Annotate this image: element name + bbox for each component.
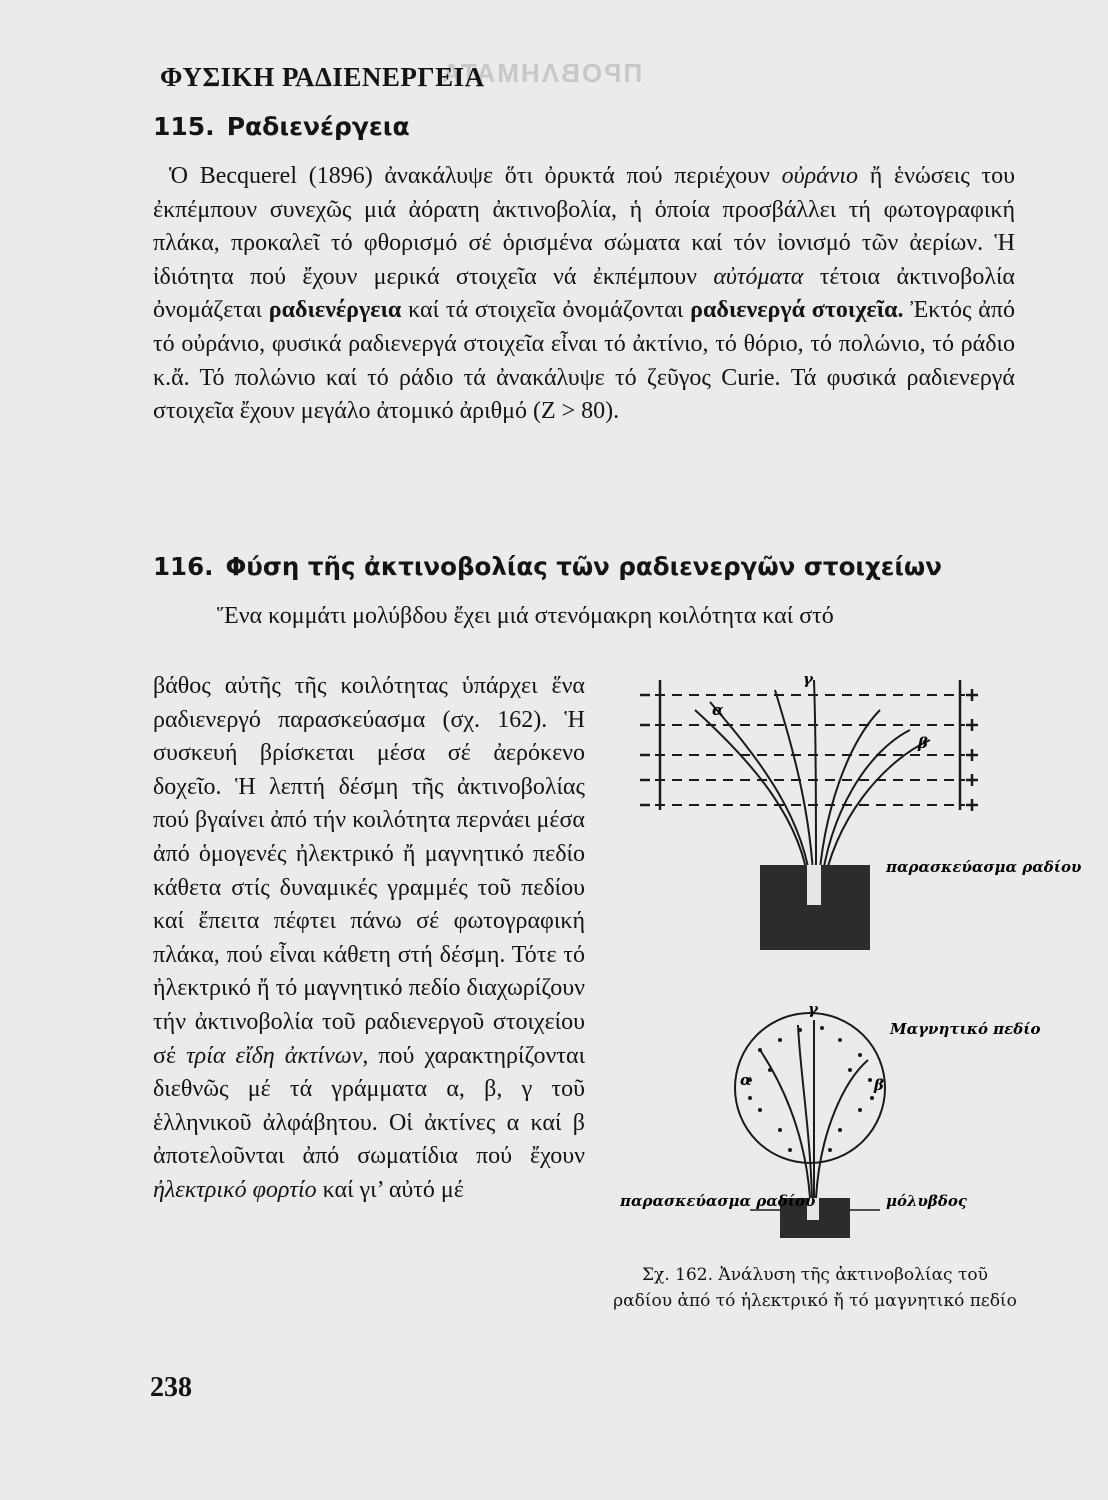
text-run: καί τά στοιχεῖα ὀνομάζονται <box>401 297 691 324</box>
section-115-heading <box>153 112 410 141</box>
paragraph-radiation-nature <box>153 670 585 1208</box>
section-number: 115. <box>153 112 215 141</box>
alpha-label-2: α <box>740 1071 752 1089</box>
magnetic-field-label: Μαγνητικό πεδίο <box>890 1020 1041 1038</box>
electric-field-plates <box>660 680 960 810</box>
source-label: παρασκεύασμα ραδίου <box>886 858 1082 876</box>
chapter-title: ΦΥΣΙΚΗ ΡΑΔΙΕΝΕΡΓΕΙΑ <box>160 62 485 92</box>
minus-signs <box>640 695 650 805</box>
italic-term: αὐτόματα <box>713 263 804 290</box>
text-run: τέτοια ἀκτινοβολία ὀνομάζεται <box>153 263 1015 324</box>
figure-caption: Σχ. 162. Ἀνάλυση τῆς ἀκτινοβολίας τοῦ ραδίου ἀπό τό ἠλεκτρικό ἤ τό μαγνητικό πεδίο <box>613 1265 1017 1311</box>
text-run: Ὁ Becquerel (1896) ἀνακάλυψε ὅτι ὀρυκτά πού περιέχουν <box>169 163 782 189</box>
alpha-label: α <box>712 701 724 719</box>
italic-term: οὐράνιο <box>781 163 859 189</box>
italic-term: τρία εἴδη ἀκτίνων <box>186 1042 363 1069</box>
plus-signs <box>966 689 978 811</box>
bold-term: ραδιενέργεια <box>268 297 402 324</box>
text-run: καί γι’ αὐτό μέ <box>316 1176 464 1203</box>
gamma-label: γ <box>803 670 813 688</box>
text-run: βάθος αὐτῆς τῆς κοιλότητας ὑπάρχει ἕνα ραδιενεργό παρασκεύασμα (σχ. 162). Ἡ συσκευή βρίσκεται μέσα σέ ἀερόκενο δοχεῖο. Ἡ λεπτή δέσμη τῆς ἀκτινοβολίας πού βγαίνει ἀπό τήν κοιλότητα περνάει μέσα ἀπό ὁμογενές ἠλεκτρικό ἤ μαγνητικό πεδίο κάθετα στίς δυναμικές γραμμές τοῦ πεδίου καί ἔπειτα πέφτει πάνω σέ φωτογραφική πλάκα, πού εἶναι κάθετη στή δέσμη. Τότε τό ἠλεκτρικό ἤ τό μαγνητικό πεδίο διαχωρίζουν τήν ἀκτινοβολία τοῦ ραδιενεργοῦ στοιχείου σέ <box>153 673 585 1069</box>
section-title: Φύση τῆς ἀκτινοβολίας τῶν ραδιενεργῶν στοιχείων <box>225 552 942 581</box>
text-run: ἤ ἑνώσεις του ἐκπέμπουν συνεχῶς μιά ἀόρατη ἀκτινοβολία, ἡ ὁποία προσβάλλει τή φωτογραφική πλάκα, προκαλεῖ τό φθορισμό σέ ὁρισμένα σώματα καί τόν ἰονισμό τῶν ἀερίων. Ἡ ἰδιότητα πού ἔχουν μερικά στοιχεῖα νά ἐκπέμπουν <box>153 163 1016 290</box>
gamma-label-2: γ <box>808 1000 818 1018</box>
radiation-diagram <box>600 650 1082 1270</box>
beta-label: β <box>918 734 928 752</box>
text-run: , πού χαρακτηρίζονται διεθνῶς μέ τά γράμματα α, β, γ τοῦ ἑλληνικοῦ ἀλφάβητου. Οἱ ἀκτίνες α καί β ἀποτελοῦνται ἀπό σωματίδια πού ἔχουν <box>153 1042 586 1170</box>
page-number: 238 <box>150 1372 192 1403</box>
text-run: Ἐκτός ἀπό τό οὐράνιο, φυσικά ραδιενεργά στοιχεῖα εἶναι τό ἀκτίνιο, τό θόριο, τό πολώνιο, τό ράδιο κ.ἄ. Τό πολώνιο καί τό ράδιο τά ἀνακάλυψε τό ζεῦγος Curie. Τά φυσικά ραδιενεργά στοιχεῖα ἔχουν μεγάλο ἀτομικό ἀριθμό (Z > 80). <box>153 297 1016 425</box>
bleed-through-text: ΠΡΟΒΛΗΜΑΤΑ <box>440 58 643 88</box>
magnetic-field-circle <box>735 1013 885 1198</box>
beta-label-2: β <box>874 1076 884 1094</box>
section-title: Ραδιενέργεια <box>226 112 410 141</box>
lead-block-top <box>760 865 870 950</box>
paragraph-radioactivity <box>153 160 1015 429</box>
section-116-heading <box>153 552 942 581</box>
source-label-2: παρασκεύασμα ραδίου <box>620 1192 816 1210</box>
bold-term: ραδιενεργά στοιχεῖα. <box>690 297 904 324</box>
italic-term: ἠλεκτρικό φορτίο <box>153 1176 317 1203</box>
section-number: 116. <box>153 552 214 581</box>
lead-label: μόλυβδος <box>886 1192 968 1210</box>
figure-162 <box>600 650 1082 1350</box>
paragraph-radiation-intro: Ἕνα κομμάτι μολύβδου ἔχει μιά στενόμακρη κοιλότητα καί στό <box>217 603 834 629</box>
